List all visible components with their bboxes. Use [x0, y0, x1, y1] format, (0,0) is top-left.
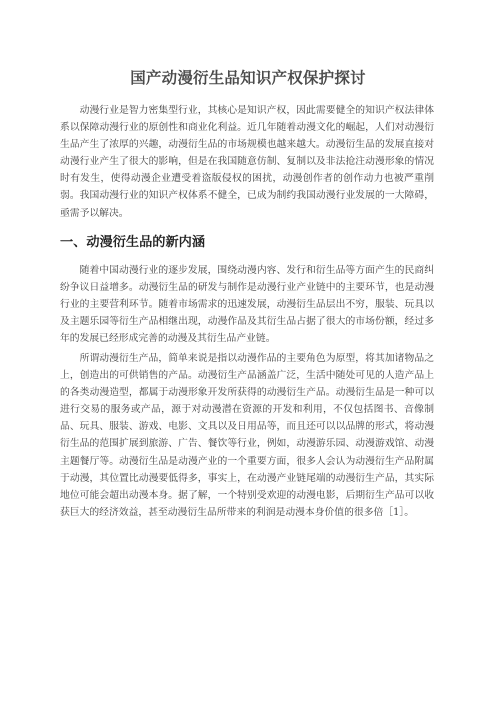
intro-paragraph: 动漫行业是智力密集型行业，其核心是知识产权，因此需要健全的知识产权法律体系以保障动漫行业的原创性和商业化利益。近几年随着动漫文化的崛起，人们对动漫衍生品产生了浓厚的兴趣，动漫衍生品的市场规模也越来越大。动漫衍生品的发展直接对动漫行业产生了很大的影响，但是在我国随意仿制、复制以及非法抢注动漫形象的情况时有发生，使得动漫企业遭受着盗版侵权的困扰，动漫创作者的创作动力也被严重削弱。我国动漫行业的知识产权体系不健全，已成为制约我国动漫行业发展的一大障碍，亟需予以解决。: [60, 105, 434, 219]
document-title: 国产动漫衍生品知识产权保护探讨: [130, 69, 366, 87]
section-paragraph-1: 随着中国动漫行业的逐步发展，围绕动漫内容、发行和衍生品等方面产生的民商纠纷争议日益增多。动漫衍生品的研发与制作是动漫行业产业链中的主要环节，也是动漫行业的主要营利环节。随着市场需求的迅速发展，动漫衍生品层出不穷，服装、玩具以及主题乐园等衍生产品相继出现，动漫作品及其衍生品占据了很大的市场份额，经过多年的发展已经形成完善的动漫及其衍生品产业链。: [60, 265, 434, 345]
section-heading: 一、动漫衍生品的新内涵: [60, 235, 206, 250]
section-paragraph-2: 所谓动漫衍生产品，简单来说是指以动漫作品的主要角色为原型，将其加诸物品之上，创造出的可供销售的产品。动漫衍生产品涵盖广泛，生活中随处可见的人造产品上的各类动漫造型，都属于动漫形象开发所获得的动漫衍生产品。动漫衍生品是一种可以进行交易的服务或产品，源于对动漫潜在资源的开发和利用，不仅包括图书、音像制品、玩具、服装、游戏、电影、文具以及日用品等，而且还可以以品牌的形式，将动漫衍生品的范围扩展到旅游、广告、餐饮等行业，例如，动漫游乐园、动漫游戏馆、动漫主题餐厅等。动漫衍生品是动漫产业的一个重要方面，很多人会认为动漫衍生产品附属于动漫，其位置比动漫要低得多，事实上，在动漫产业链尾端的动漫衍生产品，其实际地位可能会超出动漫本身。据了解，一个特别受欢迎的动漫电影，后期衍生产品可以收获巨大的经济效益，甚至动漫衍生品所带来的利润是动漫本身价值的很多倍［1］。: [60, 353, 434, 518]
